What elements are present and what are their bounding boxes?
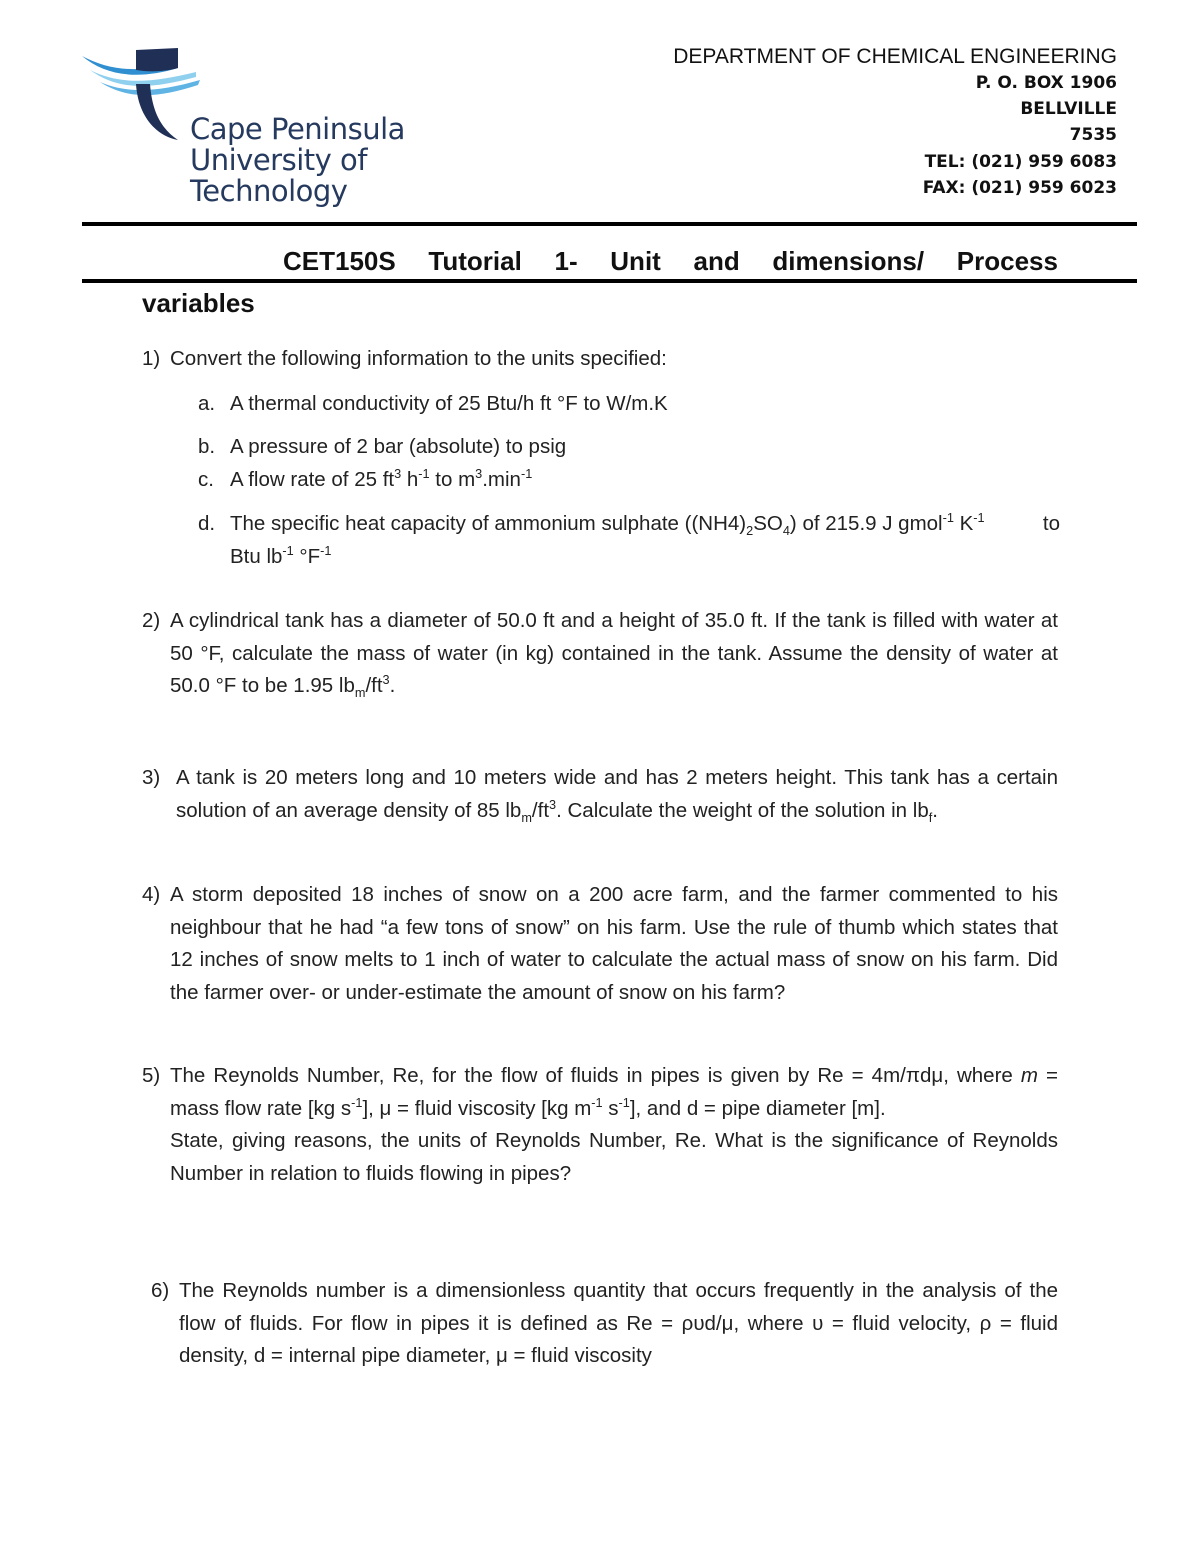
sub-question-label: d. xyxy=(198,512,216,535)
university-logo xyxy=(78,44,528,208)
university-name-line1: Cape Peninsula xyxy=(190,112,405,146)
sub-question-text: A thermal conductivity of 25 Btu/h ft °F to W/m.K xyxy=(230,392,668,415)
question-text: The Reynolds Number, Re, for the flow of fluids in pipes is given by Re = 4m/πdμ, where m = mass flow rate [kg $s^{-1}$], μ = fluid viscosity [kg $m^{-1}$ $s^{-1}$], and d = pipe diameter [m]. xyxy=(170,1064,1058,1120)
sub-question-text: A flow rate of 25 $ft^3$ $h^{-1}$ to $m^3.\min^{-1}$ xyxy=(230,466,533,491)
sub-question-label: c. xyxy=(198,468,214,491)
header-divider-top xyxy=(82,222,1137,226)
university-name xyxy=(190,114,528,207)
question-number: 1) xyxy=(142,347,161,370)
question-1a xyxy=(198,388,1060,421)
page-title xyxy=(283,246,1058,277)
header-divider-bottom xyxy=(82,279,1137,283)
telephone: TEL: (021) 959 6083 xyxy=(924,151,1117,172)
title-word: Unit xyxy=(610,246,661,276)
university-name-line2: University of Technology xyxy=(190,143,367,208)
question-1b xyxy=(198,431,1060,464)
question-text: The Reynolds number is a dimensionless quantity that occurs frequently in the analysis of the flow of fluids. For flow in pipes it is defined as Re = ρυd/μ, where υ = fluid velocity, ρ = fluid density, d = internal pipe diameter, μ = fluid viscosity xyxy=(179,1279,1058,1367)
question-2 xyxy=(142,605,1058,703)
question-text-continued: State, giving reasons, the units of Reynolds Number, Re. What is the significance of Reynolds Number in relation to fluids flowing in pipes? xyxy=(170,1129,1058,1185)
fax: FAX: (021) 959 6023 xyxy=(922,177,1117,198)
sub-question-text: A pressure of 2 bar (absolute) to psig xyxy=(230,435,567,458)
sub-question-text: The specific heat capacity of ammonium sulphate $((NH4)_2SO_4)$ of 215.9 J gmol$^{-1}$ $K^{-1}$ to xyxy=(230,510,1060,539)
sub-question-label: a. xyxy=(198,392,216,415)
question-number: 4) xyxy=(142,883,161,906)
question-number: 6) xyxy=(151,1279,170,1302)
question-number: 5) xyxy=(142,1064,161,1087)
question-1d xyxy=(198,508,1060,573)
postal-code: 7535 xyxy=(1069,125,1117,146)
question-1c xyxy=(198,464,1060,497)
title-word: Tutorial xyxy=(428,246,522,276)
question-3 xyxy=(142,762,1058,827)
question-number: 2) xyxy=(142,609,161,632)
department-name: DEPARTMENT OF CHEMICAL ENGINEERING xyxy=(673,45,1117,68)
city: BELLVILLE xyxy=(1020,99,1117,120)
sub-question-label: b. xyxy=(198,435,216,458)
question-text: A cylindrical tank has a diameter of 50.0 ft and a height of 35.0 ft. If the tank is filled with water at 50 °F, calculate the mass of water (in kg) contained in the tank. Assume the density of water at 50.0 °F to be 1.95 $lb_m/ft^3$. xyxy=(170,609,1058,701)
title-word: CET150S xyxy=(283,246,396,276)
sub-question-text-continued: Btu $lb^{-1}$ $^\circ F^{-1}$ xyxy=(230,542,332,568)
title-word: 1- xyxy=(554,246,578,276)
question-text: Convert the following information to the units specified: xyxy=(170,347,667,370)
title-word: dimensions/ xyxy=(772,246,925,276)
title-word: Process xyxy=(956,246,1058,276)
question-6 xyxy=(151,1275,1058,1373)
question-text: A storm deposited 18 inches of snow on a 200 acre farm, and the farmer commented to his neighbour that he had “a few tons of snow” on his farm. Use the rule of thumb which states that 12 inches of snow melts to 1 inch of water to calculate the actual mass of snow on his farm. Did the farmer over- or under-estimate the amount of snow on his farm? xyxy=(170,883,1058,1004)
question-4 xyxy=(142,879,1058,1009)
page-title-continuation: variables xyxy=(142,288,255,318)
question-text: A tank is 20 meters long and 10 meters wide and has 2 meters height. This tank has a certain solution of an average density of 85 $lb_m/ft^3$. Calculate the weight of the solution in $lb_f$. xyxy=(176,766,1058,825)
question-number: 3) xyxy=(142,766,161,789)
question-5 xyxy=(142,1060,1058,1190)
po-box: P. O. BOX 1906 xyxy=(975,73,1117,93)
question-1 xyxy=(142,343,1060,376)
title-word: and xyxy=(693,246,740,276)
department-address xyxy=(673,44,1117,201)
